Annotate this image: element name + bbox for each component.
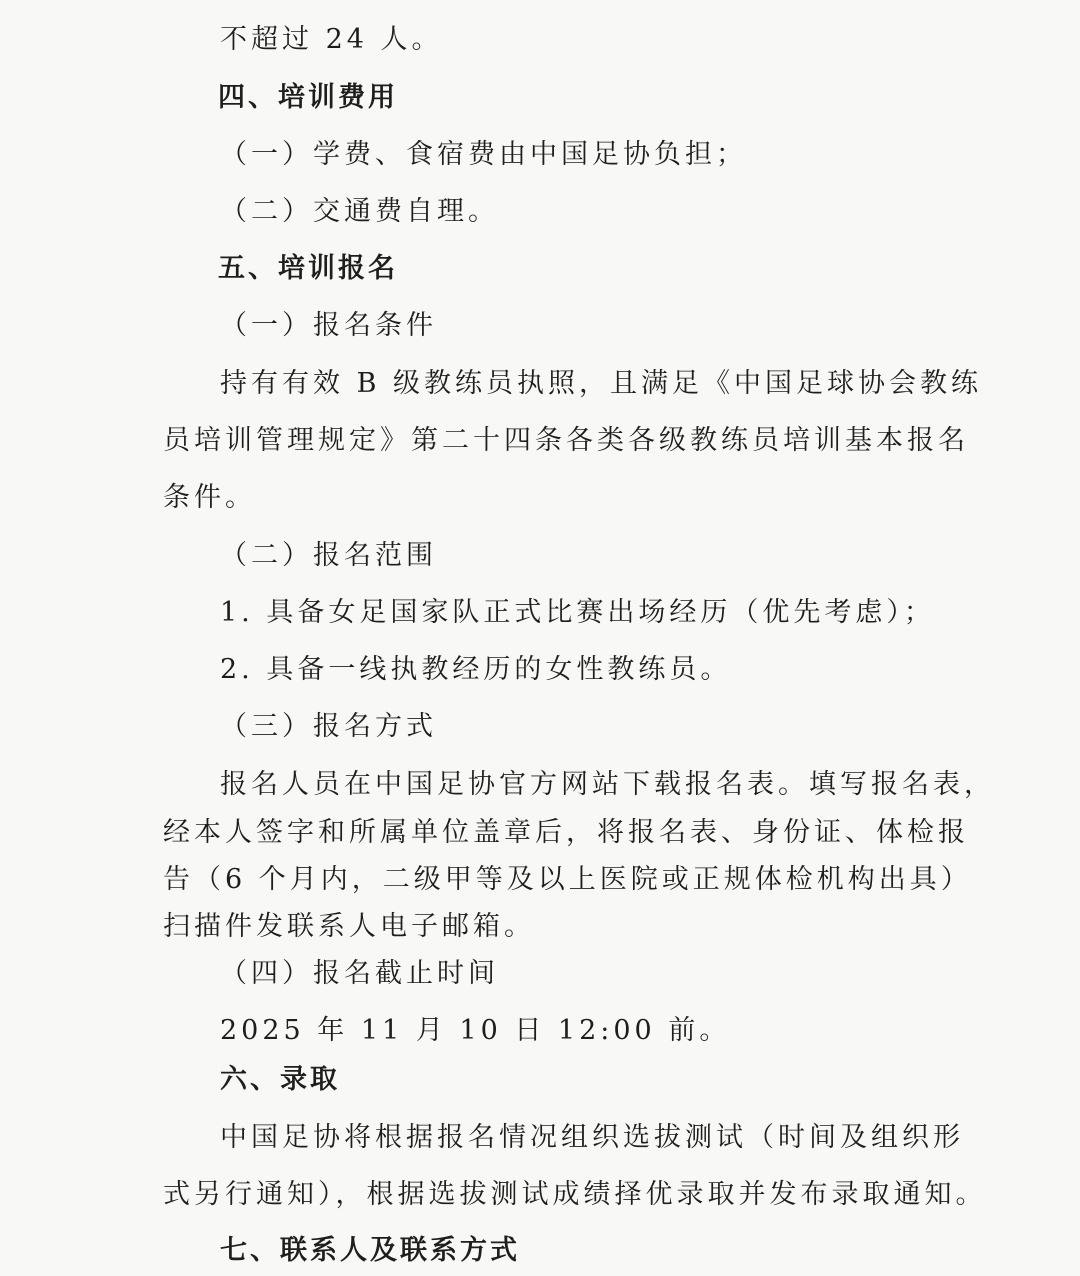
paragraph-conditions-line-2: 员培训管理规定》第二十四条各类各级教练员培训基本报名 [163,425,969,456]
paragraph-method-line-3: 告（6 个月内，二级甲等及以上医院或正规体检机构出具） [163,864,972,895]
section-heading-contacts: 七、联系人及联系方式 [220,1235,520,1266]
paragraph-method-line-2: 经本人签字和所属单位盖章后，将报名表、身份证、体检报 [163,817,969,848]
paragraph-admission-line-2: 式另行通知），根据选拔测试成绩择优录取并发布录取通知。 [163,1179,987,1210]
paragraph-method-line-4: 扫描件发联系人电子邮箱。 [163,911,535,942]
list-item-scope-2: 2. 具备一线执教经历的女性教练员。 [220,654,732,685]
paragraph-method-line-1: 报名人员在中国足协官方网站下载报名表。填写报名表， [220,769,995,800]
paragraph-conditions-line-1: 持有有效 B 级教练员执照，且满足《中国足球协会教练 [220,368,983,399]
text-line-deadline: 2025 年 11 月 10 日 12:00 前。 [220,1015,731,1046]
paragraph-conditions-line-3: 条件。 [163,482,256,513]
subheading-conditions: （一）报名条件 [220,310,437,341]
text-line-fees-1: （一）学费、食宿费由中国足协负担； [220,139,747,170]
paragraph-admission-line-1: 中国足协将根据报名情况组织选拔测试（时间及组织形 [220,1122,964,1153]
section-heading-registration: 五、培训报名 [218,253,398,284]
list-item-scope-1: 1. 具备女足国家队正式比赛出场经历（优先考虑）； [220,597,935,628]
subheading-deadline: （四）报名截止时间 [220,958,499,989]
subheading-scope: （二）报名范围 [220,540,437,571]
text-line-fees-2: （二）交通费自理。 [220,196,499,227]
section-heading-training-fees: 四、培训费用 [218,82,398,113]
subheading-method: （三）报名方式 [220,711,437,742]
section-heading-admission: 六、录取 [220,1064,340,1095]
text-line-quota: 不超过 24 人。 [220,24,443,55]
